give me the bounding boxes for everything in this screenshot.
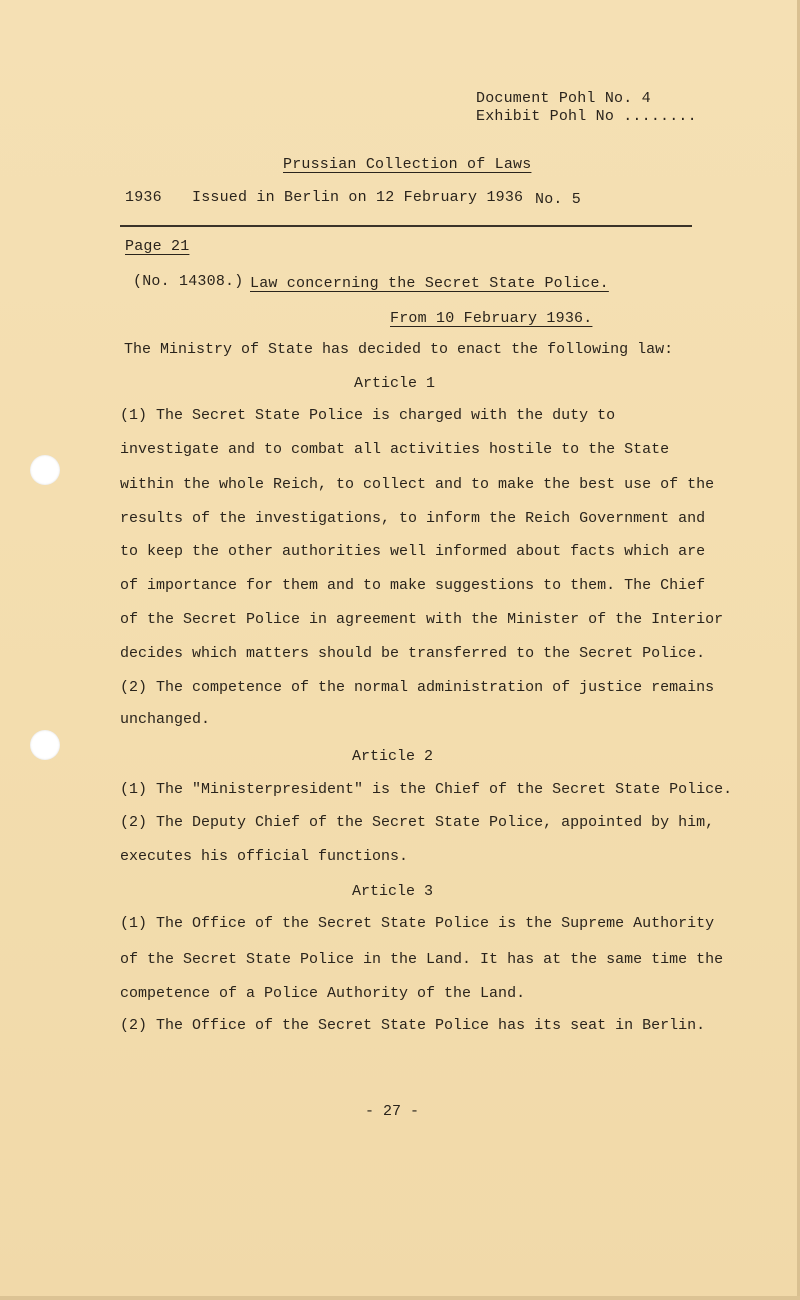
article-3-line: competence of a Police Authority of the Land. bbox=[120, 985, 526, 1002]
article-2-line: (1) The "Ministerpresident" is the Chief of the Secret State Police. bbox=[120, 781, 733, 798]
preamble: The Ministry of State has decided to enact the following law: bbox=[124, 341, 674, 358]
law-title: Law concerning the Secret State Police. bbox=[250, 275, 609, 292]
issue-year: 1936 bbox=[125, 189, 162, 206]
punch-hole-upper bbox=[30, 455, 60, 485]
article-1-line: of the Secret Police in agreement with the Minister of the Interior bbox=[120, 611, 724, 628]
page-edge-bottom bbox=[0, 1296, 800, 1300]
article-3-line: (1) The Office of the Secret State Police is the Supreme Authority bbox=[120, 915, 715, 932]
article-1-line: of importance for them and to make suggestions to them. The Chief bbox=[120, 577, 706, 594]
article-3-line: of the Secret State Police in the Land. It has at the same time the bbox=[120, 951, 724, 968]
document-label: Document Pohl No. 4 bbox=[476, 90, 651, 107]
article-1-line: (1) The Secret State Police is charged with the duty to bbox=[120, 407, 616, 424]
issue-number: No. 5 bbox=[535, 191, 582, 208]
header-rule bbox=[120, 225, 692, 227]
article-2-line: (2) The Deputy Chief of the Secret State Police, appointed by him, bbox=[120, 814, 715, 831]
exhibit-label: Exhibit Pohl No ........ bbox=[476, 108, 697, 125]
article-1-line: (2) The competence of the normal administration of justice remains bbox=[120, 679, 715, 696]
article-2-heading: Article 2 bbox=[352, 748, 434, 765]
article-3-line: (2) The Office of the Secret State Police has its seat in Berlin. bbox=[120, 1017, 706, 1034]
article-2-line: executes his official functions. bbox=[120, 848, 409, 865]
article-1-line: results of the investigations, to inform the Reich Government and bbox=[120, 510, 706, 527]
issue-place-date: Issued in Berlin on 12 February 1936 bbox=[192, 189, 524, 206]
punch-hole-lower bbox=[30, 730, 60, 760]
article-1-heading: Article 1 bbox=[354, 375, 436, 392]
article-1-line: decides which matters should be transferred to the Secret Police. bbox=[120, 645, 706, 662]
article-1-line: unchanged. bbox=[120, 711, 211, 728]
page-reference: Page 21 bbox=[125, 238, 190, 255]
article-1-line: to keep the other authorities well informed about facts which are bbox=[120, 543, 706, 560]
collection-title: Prussian Collection of Laws bbox=[283, 156, 532, 173]
article-1-line: within the whole Reich, to collect and to make the best use of the bbox=[120, 476, 715, 493]
law-number: (No. 14308.) bbox=[133, 273, 244, 290]
page-number: - 27 - bbox=[365, 1103, 420, 1120]
article-1-line: investigate and to combat all activities hostile to the State bbox=[120, 441, 670, 458]
article-3-heading: Article 3 bbox=[352, 883, 434, 900]
law-date: From 10 February 1936. bbox=[390, 310, 593, 327]
